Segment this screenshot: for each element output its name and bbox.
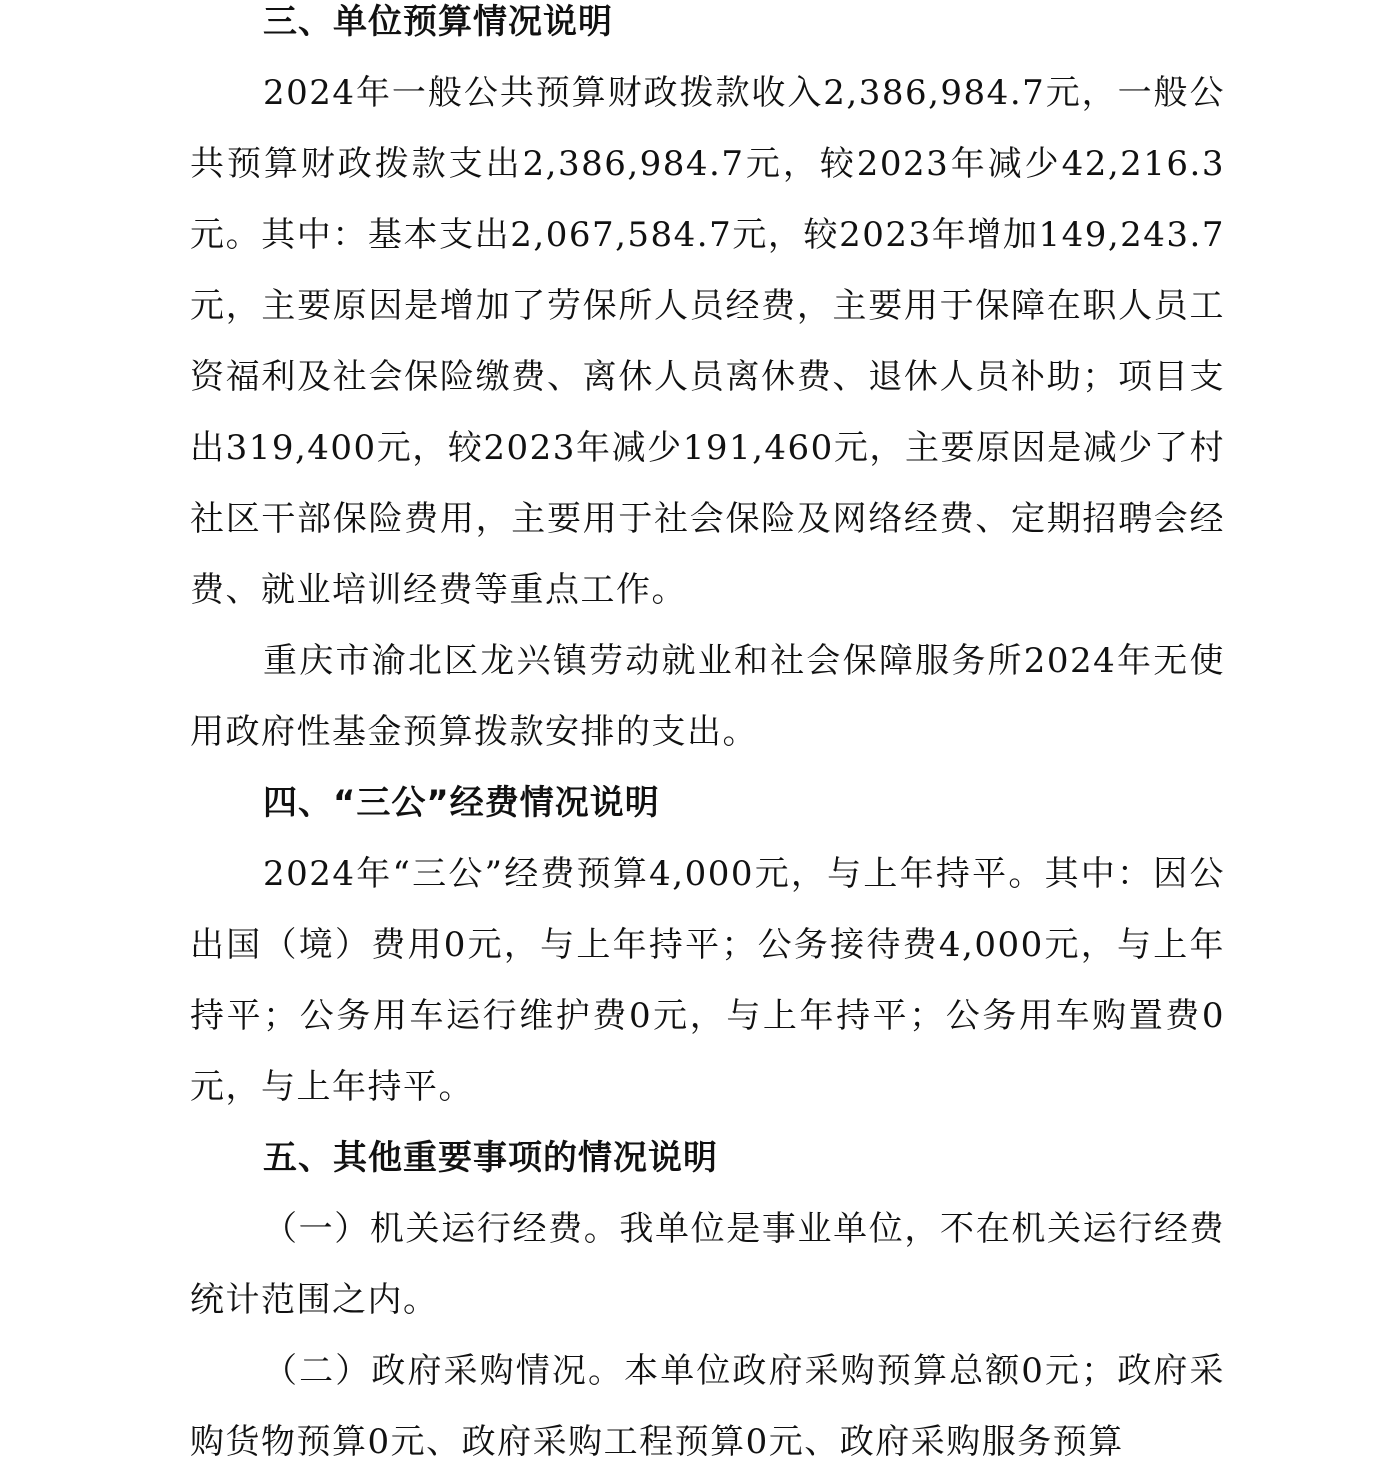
paragraph-government-procurement: （二）政府采购情况。本单位政府采购预算总额0元；政府采购货物预算0元、政府采购工程预算0元、政府采购服务预算 — [190, 1351, 1225, 1462]
section-heading-unit-budget: 三、单位预算情况说明 — [263, 2, 613, 42]
section-heading-other-matters: 五、其他重要事项的情况说明 — [263, 1138, 718, 1178]
paragraph-government-fund: 重庆市渝北区龙兴镇劳动就业和社会保障服务所2024年无使用政府性基金预算拨款安排的支出。 — [190, 641, 1225, 752]
section-heading-three-public-expenses: 四、“三公”经费情况说明 — [263, 783, 660, 823]
document-page — [190, 0, 1225, 1478]
paragraph-budget-income-expenditure: 2024年一般公共预算财政拨款收入2,386,984.7元，一般公共预算财政拨款支出2,386,984.7元，较2023年减少42,216.3元。其中：基本支出2,067,584.7元，较2023年增加149,243.7元，主要原因是增加了劳保所人员经费，主要用于保障在职人员工资福利及社会保险缴费、离休人员离休费、退休人员补助；项目支出319,400元，较2023年减少191,460元，主要原因是减少了村社区干部保险费用，主要用于社会保险及网络经费、定期招聘会经费、就业培训经费等重点工作。 — [190, 73, 1225, 610]
paragraph-three-public-expenses: 2024年“三公”经费预算4,000元，与上年持平。其中：因公出国（境）费用0元，与上年持平；公务接待费4,000元，与上年持平；公务用车运行维护费0元，与上年持平；公务用车购置费0元，与上年持平。 — [190, 854, 1225, 1107]
paragraph-agency-operating-costs: （一）机关运行经费。我单位是事业单位，不在机关运行经费统计范围之内。 — [190, 1209, 1225, 1320]
